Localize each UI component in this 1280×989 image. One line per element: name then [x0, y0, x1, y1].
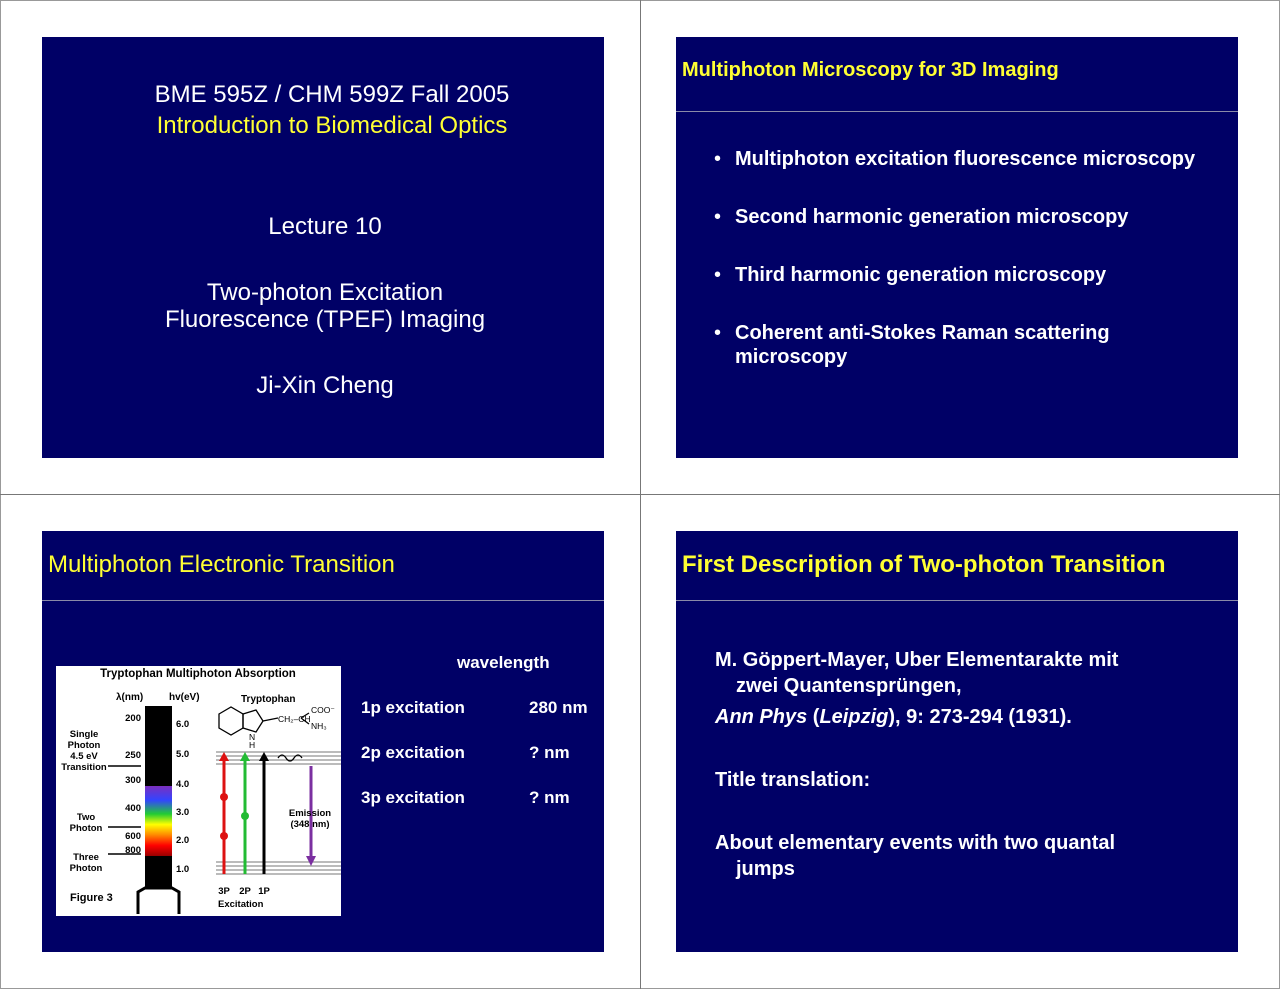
svg-text:Photon: Photon — [67, 740, 101, 751]
svg-text:3P: 3P — [218, 886, 230, 897]
slide-title — [42, 37, 604, 458]
author-name: Ji-Xin Cheng — [256, 372, 394, 399]
molecule-name: Tryptophan — [241, 694, 296, 705]
svg-text:Photon: Photon — [69, 863, 103, 874]
journal-paren: ( — [807, 706, 820, 728]
chain-label: CH₂–CH — [278, 714, 311, 724]
svg-text:1P: 1P — [258, 886, 270, 897]
topic-line-2: Fluorescence (TPEF) Imaging — [164, 306, 486, 333]
slide-multiphoton-microscopy — [676, 37, 1238, 458]
lambda-tick: 300 — [125, 775, 141, 786]
row-label-2p: 2p excitation — [361, 743, 465, 762]
svg-text:4.5 eV: 4.5 eV — [70, 751, 98, 762]
svg-text:2P: 2P — [239, 886, 251, 897]
translation-line-1: About elementary events with two quantal — [715, 832, 1116, 854]
journal-city: Leipzig — [819, 706, 889, 728]
energy-tick: 4.0 — [176, 779, 190, 790]
page-divider-horizontal — [0, 494, 1280, 495]
svg-text:Emission: Emission — [288, 808, 332, 819]
reference-line-2: zwei Quantensprüngen, — [736, 675, 962, 697]
slide-first-description — [676, 531, 1238, 952]
carboxyl-label: COO⁻ — [311, 705, 335, 715]
single-photon-label — [61, 729, 107, 773]
nitrogen-label: N — [249, 732, 256, 742]
journal-details: ), 9: 273-294 (1931). — [888, 706, 1072, 728]
slide-heading: Multiphoton Electronic Transition — [48, 551, 395, 578]
lecture-number: Lecture 10 — [268, 213, 382, 240]
lambda-tick: 600 — [125, 831, 141, 842]
lambda-tick: 400 — [125, 803, 141, 814]
bullet-list — [714, 147, 1214, 403]
topic-line-1: Two-photon Excitation — [206, 279, 444, 306]
slide-multiphoton-transition — [42, 531, 604, 952]
svg-text:Single: Single — [69, 729, 99, 740]
wavelength-header: wavelength — [457, 653, 550, 672]
bullet-item: • Third harmonic generation microscopy — [714, 263, 1214, 287]
virtual-state — [241, 812, 249, 820]
energy-header: hv(eV) — [169, 692, 200, 703]
energy-tick: 3.0 — [176, 807, 190, 818]
row-value-3p: ? nm — [529, 788, 570, 807]
reference-line-1: M. Göppert-Mayer, Uber Elementarakte mit — [715, 649, 1119, 671]
bullet-item: • Coherent anti-Stokes Raman scattering microscopy — [714, 321, 1214, 369]
row-label-1p: 1p excitation — [361, 698, 465, 717]
row-label-3p: 3p excitation — [361, 788, 465, 807]
figure-title: Tryptophan Multiphoton Absorption — [100, 668, 296, 680]
svg-text:Three: Three — [73, 852, 99, 863]
reference-citation — [715, 647, 1215, 699]
bullet-item: • Second harmonic generation microscopy — [714, 205, 1214, 229]
journal-citation — [715, 704, 1215, 730]
amine-label: NH₃ — [311, 721, 327, 731]
translation-line-2: jumps — [736, 858, 795, 880]
heading-rule — [42, 600, 604, 601]
slide-heading: Multiphoton Microscopy for 3D Imaging — [682, 59, 1059, 81]
lambda-ticks — [125, 713, 141, 856]
energy-tick: 6.0 — [176, 719, 190, 730]
bullet-item: • Multiphoton excitation fluorescence microscopy — [714, 147, 1214, 171]
heading-rule — [676, 600, 1238, 601]
tryptophan-absorption-figure — [56, 666, 341, 916]
excitation-label: Excitation — [218, 899, 264, 910]
heading-rule — [676, 111, 1238, 112]
lambda-tick: 200 — [125, 713, 141, 724]
translation-text — [715, 830, 1215, 882]
row-value-1p: 280 nm — [529, 698, 588, 717]
spectrum-band — [145, 786, 172, 856]
row-value-2p: ? nm — [529, 743, 570, 762]
lambda-header: λ(nm) — [116, 692, 144, 703]
figure-caption: Figure 3 — [70, 892, 113, 904]
energy-tick: 1.0 — [176, 864, 190, 875]
journal-name: Ann Phys — [715, 706, 808, 728]
energy-tick: 5.0 — [176, 749, 190, 760]
hydrogen-label: H — [249, 740, 256, 750]
emission-label — [289, 808, 331, 830]
column-base — [138, 888, 179, 914]
lambda-tick: 250 — [125, 750, 141, 761]
two-photon-label — [70, 812, 103, 834]
jablonski-diagram — [56, 666, 341, 916]
slide-heading: First Description of Two-photon Transition — [682, 551, 1166, 578]
course-code: BME 595Z / CHM 599Z Fall 2005 — [154, 81, 510, 108]
lambda-tick: 800 — [125, 845, 141, 856]
translation-label: Title translation: — [715, 769, 871, 791]
arrowhead — [306, 856, 316, 866]
course-title: Introduction to Biomedical Optics — [156, 112, 508, 139]
three-photon-label — [70, 852, 103, 874]
svg-text:Two: Two — [76, 812, 96, 823]
excitation-type-labels — [218, 886, 270, 897]
svg-text:Photon: Photon — [69, 823, 103, 834]
svg-text:Transition: Transition — [61, 762, 107, 773]
virtual-state — [220, 793, 228, 801]
virtual-state — [220, 832, 228, 840]
energy-ticks — [176, 719, 189, 875]
energy-tick: 2.0 — [176, 835, 190, 846]
svg-text:(348 nm): (348 nm) — [290, 819, 330, 830]
